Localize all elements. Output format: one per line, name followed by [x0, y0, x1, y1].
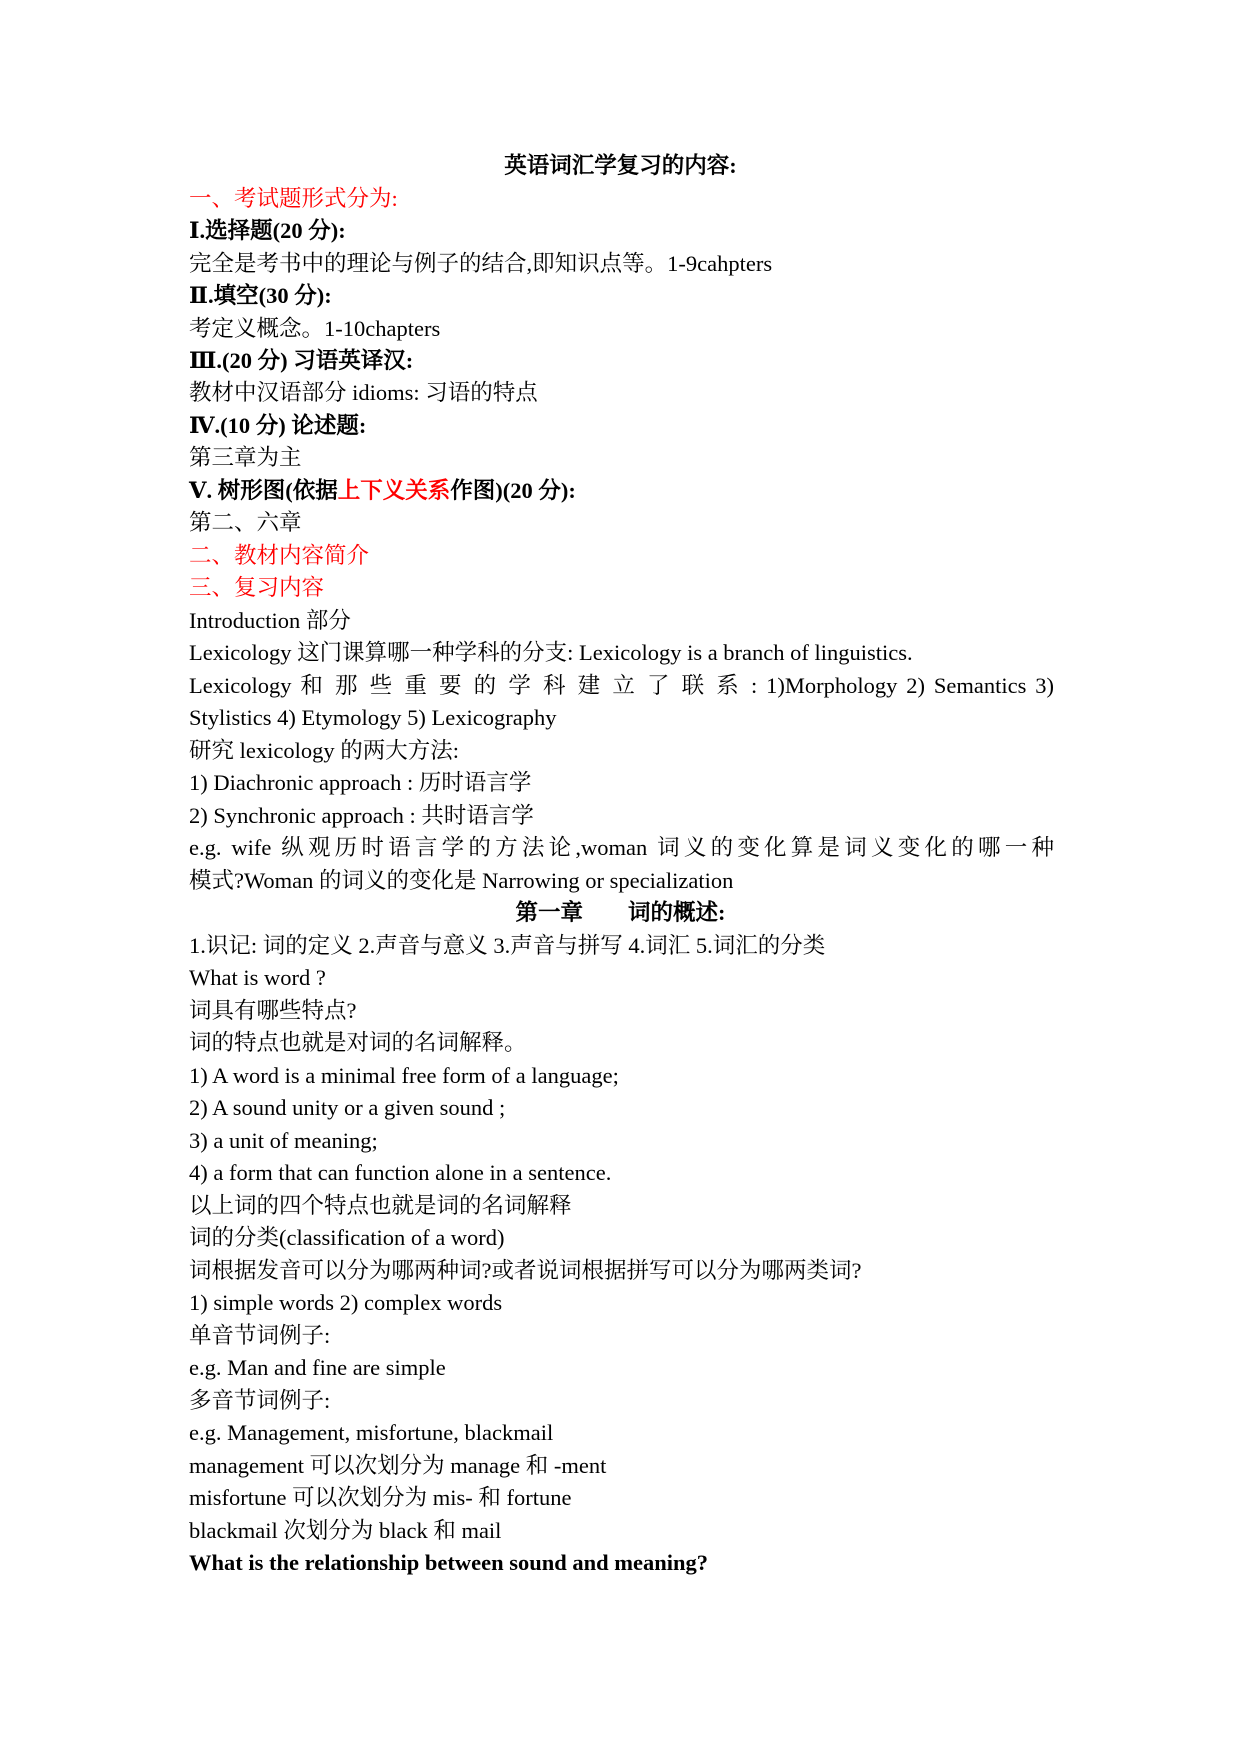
chapter-1-number: 第一章 — [515, 900, 583, 925]
document-title: 英语词汇学复习的内容: — [504, 153, 737, 178]
question-type-2-text: 考定义概念。1-10chapters — [189, 316, 441, 341]
approach-synchronic: 2) Synchronic approach : 共时语言学 — [189, 803, 534, 828]
section-heading-exam-format: 一、考试题形式分为: — [189, 186, 398, 211]
chapter-1-title: 词的概述: — [628, 900, 726, 925]
polysyllabic-example-heading: 多音节词例子: — [189, 1388, 331, 1413]
question-type-5-heading-part-a: Ⅴ. 树形图(依据 — [189, 478, 338, 503]
question-type-1-text: 完全是考书中的理论与例子的结合,即知识点等。1-9cahpters — [189, 251, 773, 276]
introduction-label: Introduction 部分 — [189, 608, 351, 633]
question-type-4-heading: Ⅳ.(10 分) 论述题: — [189, 413, 367, 438]
question-type-3-text: 教材中汉语部分 idioms: 习语的特点 — [189, 380, 538, 405]
question-type-5-text: 第二、六章 — [189, 510, 302, 535]
polysyllabic-example: e.g. Management, misfortune, blackmail — [189, 1420, 554, 1445]
question-type-1-heading: Ⅰ.选择题(20 分): — [189, 218, 346, 243]
word-classification-answer: 1) simple words 2) complex words — [189, 1290, 503, 1315]
question-type-5-heading — [189, 476, 576, 506]
chapter-1-heading — [0, 898, 1241, 928]
approaches-heading: 研究 lexicology 的两大方法: — [189, 738, 459, 763]
word-feature-4: 4) a form that can function alone in a sentence. — [189, 1160, 612, 1185]
word-feature-1: 1) A word is a minimal free form of a language; — [189, 1063, 619, 1088]
question-type-3-heading: Ⅲ.(20 分) 习语英译汉: — [189, 348, 414, 373]
question-type-5-heading-highlight: 上下义关系 — [337, 478, 451, 503]
what-is-word: What is word ? — [189, 965, 326, 990]
lexicology-branch-text: Lexicology 这门课算哪一种学科的分支: Lexicology is a branch of linguistics. — [189, 640, 913, 665]
example-wife-line-1: e.g. wife 纵观历时语言学的方法论,woman 词义的变化算是词义变化的哪一种 — [189, 835, 1054, 860]
word-features-summary: 以上词的四个特点也就是词的名词解释 — [189, 1193, 572, 1218]
management-split: management 可以次划分为 manage 和 -ment — [189, 1453, 607, 1478]
lexicology-related-line-1: Lexicology 和 那 些 重 要 的 学 科 建 立 了 联 系 : 1)Morphology 2) Semantics 3) — [189, 673, 1054, 698]
blackmail-split: blackmail 次划分为 black 和 mail — [189, 1518, 502, 1543]
example-wife-line-2: 模式?Woman 的词义的变化是 Narrowing or specialization — [189, 868, 734, 893]
section-heading-review-content: 三、复习内容 — [189, 575, 325, 600]
monosyllabic-example: e.g. Man and fine are simple — [189, 1355, 446, 1380]
word-feature-3: 3) a unit of meaning; — [189, 1128, 378, 1153]
chapter-1-memorize: 1.识记: 词的定义 2.声音与意义 3.声音与拼写 4.词汇 5.词汇的分类 — [189, 933, 826, 958]
word-classification-question: 词根据发音可以分为哪两种词?或者说词根据拼写可以分为哪两类词? — [189, 1258, 862, 1283]
sound-meaning-question: What is the relationship between sound and meaning? — [189, 1550, 709, 1575]
word-features-definition: 词的特点也就是对词的名词解释。 — [189, 1030, 527, 1055]
word-feature-2: 2) A sound unity or a given sound ; — [189, 1095, 506, 1120]
question-type-5-heading-part-b: 作图)(20 分): — [450, 478, 576, 503]
question-type-4-text: 第三章为主 — [189, 445, 302, 470]
misfortune-split: misfortune 可以次划分为 mis- 和 fortune — [189, 1485, 572, 1510]
section-heading-textbook-intro: 二、教材内容简介 — [189, 543, 370, 568]
monosyllabic-example-heading: 单音节词例子: — [189, 1323, 331, 1348]
word-features-question: 词具有哪些特点? — [189, 998, 357, 1023]
question-type-2-heading: Ⅱ.填空(30 分): — [189, 283, 332, 308]
word-classification-heading: 词的分类(classification of a word) — [189, 1225, 505, 1250]
approach-diachronic: 1) Diachronic approach : 历时语言学 — [189, 770, 532, 795]
lexicology-related-line-2: Stylistics 4) Etymology 5) Lexicography — [189, 705, 557, 730]
